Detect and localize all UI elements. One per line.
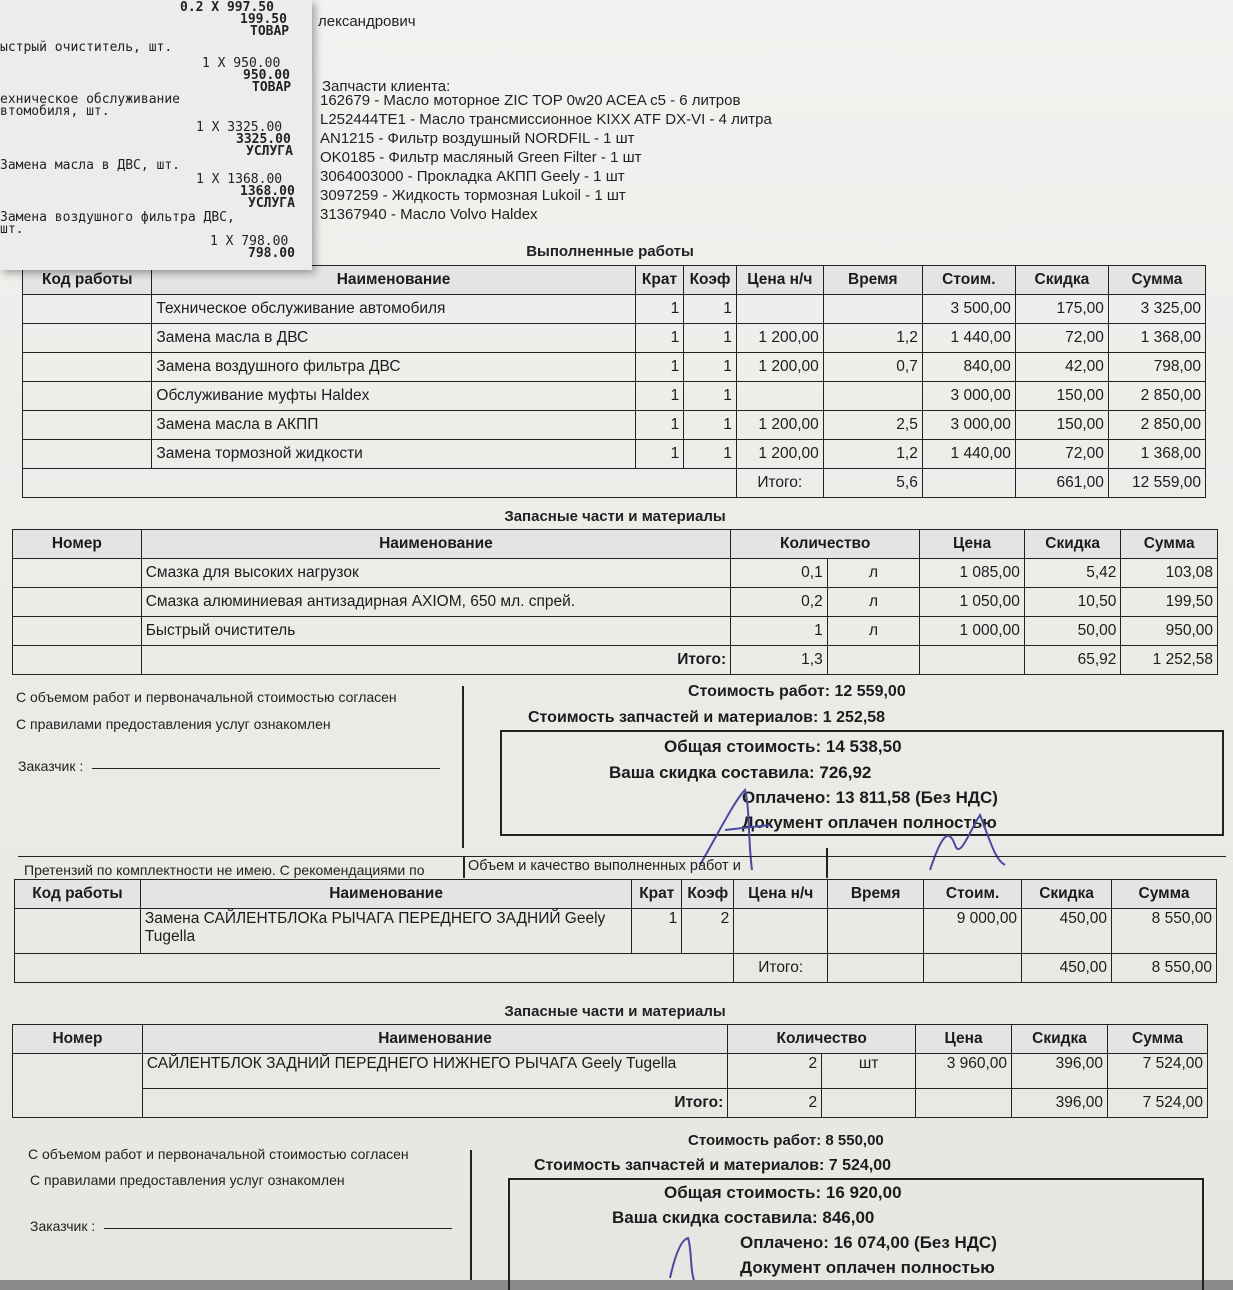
cell: 2,5: [823, 411, 922, 440]
cell: 1 200,00: [736, 353, 823, 382]
table-row: [13, 617, 1218, 646]
table-total-row: [13, 1089, 1208, 1118]
client-name: лександрович: [318, 13, 416, 30]
table-total-row: [23, 469, 1206, 498]
cell: 1: [684, 295, 737, 324]
cell: 840,00: [922, 353, 1015, 382]
receipt-line: Замена воздушного фильтра ДВС,: [0, 210, 235, 225]
cell: 1,2: [823, 324, 922, 353]
cell: Обслуживание муфты Haldex: [152, 382, 635, 411]
cell: 199,50: [1121, 588, 1218, 617]
cell: [23, 324, 152, 353]
total-discount: 65,92: [1024, 646, 1121, 675]
cell: 798,00: [1108, 353, 1205, 382]
cell: 1 440,00: [922, 324, 1015, 353]
cell: [13, 1054, 143, 1118]
table-total-row: [15, 954, 1217, 983]
cell: 3 960,00: [916, 1054, 1012, 1089]
cell: [13, 559, 142, 588]
cell: Замена масла в ДВС: [152, 324, 635, 353]
divider: [18, 856, 1226, 857]
cell: 0,1: [731, 559, 828, 588]
parts-cost: Стоимость запчастей и материалов: 1 252,58: [528, 709, 886, 726]
cell: [23, 295, 152, 324]
cell: Смазка для высоких нагрузок: [141, 559, 730, 588]
table-row: [23, 382, 1206, 411]
col-header: Количество: [728, 1025, 916, 1054]
parts-title: Запасные части и материалы: [504, 508, 726, 525]
table-header-row: [13, 1025, 1208, 1054]
col-header: Время: [828, 880, 924, 909]
total-label: Итого:: [142, 1089, 727, 1118]
client-part-item: 162679 - Масло моторное ZIC TOP 0w20 ACEA c5 - 6 литров: [320, 92, 741, 109]
table-total-row: [13, 646, 1218, 675]
table-header-row: [15, 880, 1217, 909]
receipt-line: 0.2 X 997.50: [180, 0, 274, 15]
total-cost: Общая стоимость: 14 538,50: [664, 737, 902, 756]
receipt-line: 950.00: [243, 68, 290, 83]
table-row: [13, 1054, 1208, 1089]
cell: 1: [684, 324, 737, 353]
cell: 3 325,00: [1108, 295, 1205, 324]
table-row: [15, 909, 1217, 954]
total-label: Итого:: [141, 646, 730, 675]
cell: 3 000,00: [922, 411, 1015, 440]
table-row: [23, 353, 1206, 382]
paid-amount: Оплачено: 13 811,58 (Без НДС): [742, 788, 998, 807]
cell: 1 368,00: [1108, 440, 1205, 469]
total-discount: 396,00: [1012, 1089, 1108, 1118]
cash-receipt: [0, 0, 312, 270]
customer-signature-label: Заказчик :: [18, 758, 84, 774]
cell: 150,00: [1015, 411, 1108, 440]
col-header: Скидка: [1024, 530, 1121, 559]
col-header: Скидка: [1012, 1025, 1108, 1054]
works-table-2: [14, 879, 1217, 983]
total-sum: 8 550,00: [1112, 954, 1217, 983]
col-header: Цена: [920, 530, 1025, 559]
parts-table-2: [12, 1024, 1208, 1118]
paid-full-note: Документ оплачен полностью: [742, 813, 997, 832]
cell: [23, 440, 152, 469]
table-row: [23, 324, 1206, 353]
receipt-line: ТОВАР: [252, 80, 292, 95]
cell: 8 550,00: [1112, 909, 1217, 954]
cell: 1,2: [823, 440, 922, 469]
cell: [23, 382, 152, 411]
col-header: Коэф: [684, 266, 737, 295]
total-qty: 1,3: [731, 646, 828, 675]
claims-note: Претензий по комплектности не имею. С рекомендациями по: [24, 862, 425, 878]
quality-note: Объем и качество выполненных работ и: [468, 858, 741, 874]
receipt-line: 199.50: [240, 12, 287, 27]
agree-rules-2: С правилами предоставления услуг ознакомлен: [30, 1172, 345, 1188]
col-header: Скидка: [1022, 880, 1112, 909]
cell: Быстрый очиститель: [141, 617, 730, 646]
client-part-item: AN1215 - Фильтр воздушный NORDFIL - 1 шт: [320, 130, 635, 147]
cell: 1: [632, 909, 682, 954]
receipt-line: втомобиля, шт.: [0, 104, 110, 119]
cell: 1 440,00: [922, 440, 1015, 469]
receipt-line: 3325.00: [236, 132, 291, 147]
receipt-line: шт.: [0, 222, 24, 237]
divider: [462, 686, 464, 848]
cell: САЙЛЕНТБЛОК ЗАДНИЙ ПЕРЕДНЕГО НИЖНЕГО РЫЧАГА Geely Tugella: [142, 1054, 727, 1089]
client-parts-list: [320, 91, 772, 224]
receipt-line: ехническое обслуживание: [0, 92, 181, 107]
client-part-item: 3097259 - Жидкость тормозная Lukoil - 1 шт: [320, 187, 626, 204]
client-part-item: L252444TE1 - Масло трансмиссионное KIXX ATF DX-VI - 4 литра: [320, 111, 772, 128]
handwritten-signature: [660, 1230, 720, 1280]
receipt-line: Замена масла в ДВС, шт.: [0, 158, 181, 173]
total-sum: 12 559,00: [1108, 469, 1205, 498]
col-header: Сумма: [1108, 266, 1205, 295]
cell: 1: [684, 411, 737, 440]
cell: 1: [635, 440, 684, 469]
col-header: Цена н/ч: [736, 266, 823, 295]
cell: шт: [822, 1054, 916, 1089]
total-discount: 450,00: [1022, 954, 1112, 983]
discount-total-2: Ваша скидка составила: 846,00: [612, 1208, 875, 1227]
cell: 2 850,00: [1108, 382, 1205, 411]
cell: [736, 295, 823, 324]
signature-line: [104, 1228, 452, 1229]
table-header-row: [13, 530, 1218, 559]
receipt-line: 798.00: [248, 246, 295, 261]
col-header: Скидка: [1015, 266, 1108, 295]
cell: 2: [682, 909, 734, 954]
col-header: Сумма: [1121, 530, 1218, 559]
cell: Замена воздушного фильтра ДВС: [152, 353, 635, 382]
parts-cost-2: Стоимость запчастей и материалов: 7 524,00: [534, 1157, 892, 1174]
cell: 1: [684, 382, 737, 411]
cell: 1: [731, 617, 828, 646]
cell: 2 850,00: [1108, 411, 1205, 440]
cell: 72,00: [1015, 440, 1108, 469]
col-header: Цена: [916, 1025, 1012, 1054]
cell: 1: [635, 411, 684, 440]
paid-full-note-2: Документ оплачен полностью: [740, 1258, 995, 1277]
col-header: Код работы: [23, 266, 152, 295]
col-header: Стоим.: [924, 880, 1022, 909]
cell: [23, 411, 152, 440]
col-header: Количество: [731, 530, 920, 559]
signature-line: [92, 768, 440, 769]
cell: 72,00: [1015, 324, 1108, 353]
agree-scope-2: С объемом работ и первоначальной стоимостью согласен: [28, 1146, 409, 1162]
receipt-line: 1 X 950.00: [202, 56, 281, 71]
cell: 50,00: [1024, 617, 1121, 646]
total-time: 5,6: [823, 469, 922, 498]
table-row: [23, 411, 1206, 440]
col-header: Сумма: [1112, 880, 1217, 909]
table-row: [13, 588, 1218, 617]
table-row: [23, 440, 1206, 469]
cell: 1: [684, 353, 737, 382]
customer-signature-label-2: Заказчик :: [30, 1218, 96, 1234]
cell: 3 500,00: [922, 295, 1015, 324]
cell: [828, 909, 924, 954]
works-cost: Стоимость работ: 12 559,00: [688, 683, 906, 700]
cell: 450,00: [1022, 909, 1112, 954]
cell: [23, 353, 152, 382]
cell: Замена САЙЛЕНТБЛОКа РЫЧАГА ПЕРЕДНЕГО ЗАДНИЙ Geely Tugella: [140, 909, 631, 954]
cell: 1 200,00: [736, 411, 823, 440]
receipt-line: 1 X 798.00: [210, 234, 289, 249]
col-header: Цена н/ч: [734, 880, 828, 909]
col-header: Время: [823, 266, 922, 295]
cell: л: [827, 588, 920, 617]
client-part-item: 31367940 - Масло Volvo Haldex: [320, 206, 538, 223]
cell: [15, 909, 141, 954]
col-header: Номер: [13, 530, 142, 559]
cell: 1: [684, 440, 737, 469]
cell: 950,00: [1121, 617, 1218, 646]
receipt-line: 1 X 3325.00: [196, 120, 283, 135]
cell: [823, 295, 922, 324]
works-title: Выполненные работы: [526, 243, 694, 260]
client-parts-title: Запчасти клиента:: [322, 78, 451, 95]
cell: [736, 382, 823, 411]
receipt-line: 1368.00: [240, 184, 295, 199]
cell: Замена масла в АКПП: [152, 411, 635, 440]
col-header: Наименование: [152, 266, 635, 295]
paid-amount-2: Оплачено: 16 074,00 (Без НДС): [740, 1233, 997, 1252]
total-label: Итого:: [734, 954, 828, 983]
receipt-line: ТОВАР: [250, 24, 290, 39]
total-label: Итого:: [736, 469, 823, 498]
agree-rules: С правилами предоставления услуг ознакомлен: [16, 716, 331, 732]
cell: 7 524,00: [1108, 1054, 1208, 1089]
cell: 2: [728, 1054, 822, 1089]
receipt-line: ыстрый очиститель, шт.: [0, 40, 173, 55]
cell: 1: [635, 324, 684, 353]
cell: л: [827, 559, 920, 588]
col-header: Наименование: [142, 1025, 727, 1054]
table-row: [13, 559, 1218, 588]
cell: 1 000,00: [920, 617, 1025, 646]
cell: [823, 382, 922, 411]
cell: 1 050,00: [920, 588, 1025, 617]
col-header: Код работы: [15, 880, 141, 909]
cell: 1 200,00: [736, 324, 823, 353]
cell: 10,50: [1024, 588, 1121, 617]
cell: Техническое обслуживание автомобиля: [152, 295, 635, 324]
col-header: Наименование: [141, 530, 730, 559]
client-part-item: 3064003000 - Прокладка АКПП Geely - 1 шт: [320, 168, 625, 185]
cell: 3 000,00: [922, 382, 1015, 411]
cell: 103,08: [1121, 559, 1218, 588]
total-sum: 1 252,58: [1121, 646, 1218, 675]
col-header: Крат: [632, 880, 682, 909]
receipt-line: 1 X 1368.00: [196, 172, 283, 187]
cell: 5,42: [1024, 559, 1121, 588]
divider: [470, 1150, 472, 1280]
cell: Смазка алюминиевая антизадирная AXIOM, 650 мл. спрей.: [141, 588, 730, 617]
table-row: [23, 295, 1206, 324]
col-header: Крат: [635, 266, 684, 295]
parts-title-2: Запасные части и материалы: [504, 1003, 726, 1020]
cell: 0,2: [731, 588, 828, 617]
col-header: Сумма: [1108, 1025, 1208, 1054]
discount-total: Ваша скидка составила: 726,92: [609, 763, 872, 782]
cell: 1: [635, 382, 684, 411]
cell: 1: [635, 295, 684, 324]
cell: Замена тормозной жидкости: [152, 440, 635, 469]
works-cost-2: Стоимость работ: 8 550,00: [688, 1132, 884, 1149]
receipt-line: УСЛУГА: [248, 196, 295, 211]
cell: 1 085,00: [920, 559, 1025, 588]
agree-scope: С объемом работ и первоначальной стоимостью согласен: [16, 689, 397, 705]
col-header: Стоим.: [922, 266, 1015, 295]
cell: [13, 588, 142, 617]
cell: 175,00: [1015, 295, 1108, 324]
total-qty: 2: [728, 1089, 822, 1118]
cell: [734, 909, 828, 954]
cell: 1 200,00: [736, 440, 823, 469]
cell: 150,00: [1015, 382, 1108, 411]
divider: [826, 848, 828, 878]
col-header: Наименование: [140, 880, 631, 909]
col-header: Номер: [13, 1025, 143, 1054]
cell: 1: [635, 353, 684, 382]
works-table: [22, 265, 1206, 498]
total-cost-2: Общая стоимость: 16 920,00: [664, 1183, 902, 1202]
total-discount: 661,00: [1015, 469, 1108, 498]
cell: 1 368,00: [1108, 324, 1205, 353]
parts-table: [12, 529, 1218, 675]
cell: л: [827, 617, 920, 646]
cell: 396,00: [1012, 1054, 1108, 1089]
cell: 9 000,00: [924, 909, 1022, 954]
client-part-item: OK0185 - Фильтр масляный Green Filter - 1 шт: [320, 149, 642, 166]
receipt-line: УСЛУГА: [246, 144, 293, 159]
total-sum: 7 524,00: [1108, 1089, 1208, 1118]
divider: [463, 856, 465, 878]
cell: 0,7: [823, 353, 922, 382]
col-header: Коэф: [682, 880, 734, 909]
cell: 42,00: [1015, 353, 1108, 382]
cell: [13, 617, 142, 646]
